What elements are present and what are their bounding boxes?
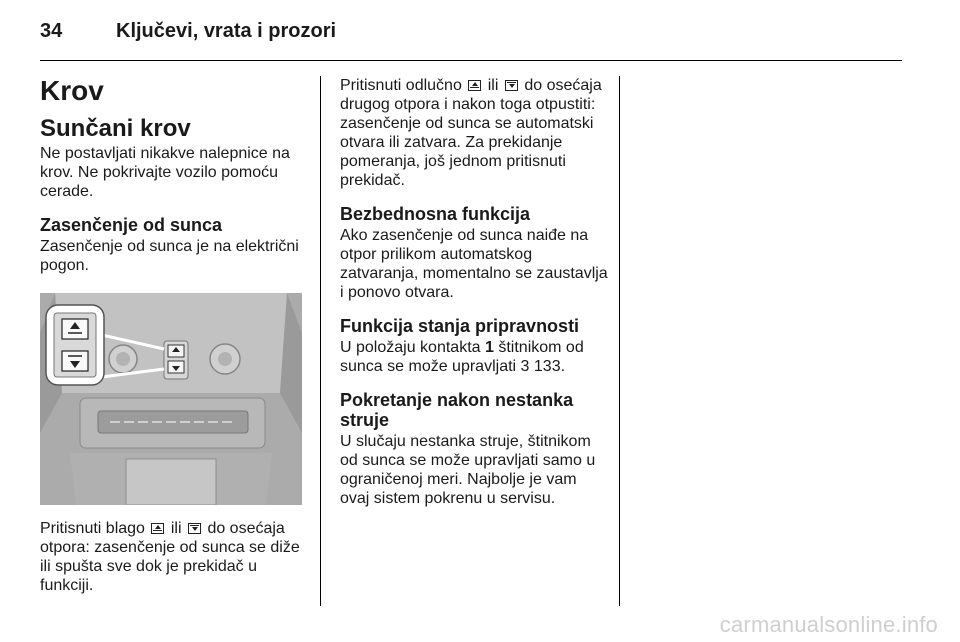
standby-paragraph (340, 338, 610, 376)
reference-page-number: 133. (533, 358, 566, 375)
heading-power-failure: Pokretanje nakon nestanka struje (340, 390, 574, 430)
standby-text-b: štitnikom od sunca se može upravljati (340, 339, 584, 375)
sun-shade-paragraph: Zasenčenje od sunca je na električni pogon. (40, 238, 299, 274)
shade-down-icon-2 (505, 80, 518, 91)
shade-up-icon (151, 523, 164, 534)
press-lightly-text-a: Pritisnuti blago (40, 520, 145, 537)
power-failure-paragraph: U slučaju nestanka struje, štitnikom od sunca se može upravljati samo u ograničenoj meri. Najbolje je vam ovaj sistem pokrenu u servisu. (340, 433, 596, 507)
press-lightly-text-b: do osećaja otpora: zasenčenje od sunca se diže ili spušta sve dok je prekidač u funkciji. (40, 520, 300, 594)
column-left (40, 76, 308, 595)
watermark: carmanualsonline.info (719, 612, 938, 637)
page-header (40, 18, 902, 61)
chapter-title: Ključevi, vrata i prozori (116, 20, 337, 42)
press-firmly-or: ili (487, 77, 499, 94)
heading-standby-function: Funkcija stanja pripravnosti (340, 316, 580, 336)
section-title: Krov (40, 75, 104, 106)
standby-text-a: U položaju kontakta (340, 339, 481, 356)
ignition-position: 1 (484, 339, 494, 356)
press-lightly-or: ili (170, 520, 182, 537)
safety-paragraph: Ako zasenčenje od sunca naiđe na otpor prilikom automatskog zatvaranja, momentalno se zaustavlja i ponovo otvara. (340, 227, 608, 301)
shade-down-icon (188, 523, 201, 534)
press-firmly-text-b: do osećaja drugog otpora i nakon toga otpustiti: zasenčenje od sunca se automatski otvara ili zatvara. Za prekidanje pomeranja, još jednom pritisnuti prekidač. (340, 77, 602, 189)
column-divider-right (619, 76, 620, 606)
column-middle (340, 76, 610, 508)
intro-paragraph: Ne postavljati nikakve nalepnice na krov. Ne pokrivajte vozilo pomoću cerade. (40, 145, 290, 200)
shade-up-icon-2 (468, 80, 481, 91)
column-divider-left (320, 76, 321, 606)
console-svg (40, 293, 302, 505)
press-lightly-paragraph (40, 519, 308, 595)
heading-sun-shade: Zasenčenje od sunca (40, 215, 223, 235)
press-firmly-paragraph (340, 76, 610, 190)
subsection-title: Sunčani krov (40, 115, 191, 142)
page-reference-icon: 3 (520, 358, 530, 375)
press-firmly-text-a: Pritisnuti odlučno (340, 77, 462, 94)
heading-safety-function: Bezbednosna funkcija (340, 204, 531, 224)
page-number: 34 (40, 20, 63, 42)
overhead-console-illustration (40, 293, 302, 505)
